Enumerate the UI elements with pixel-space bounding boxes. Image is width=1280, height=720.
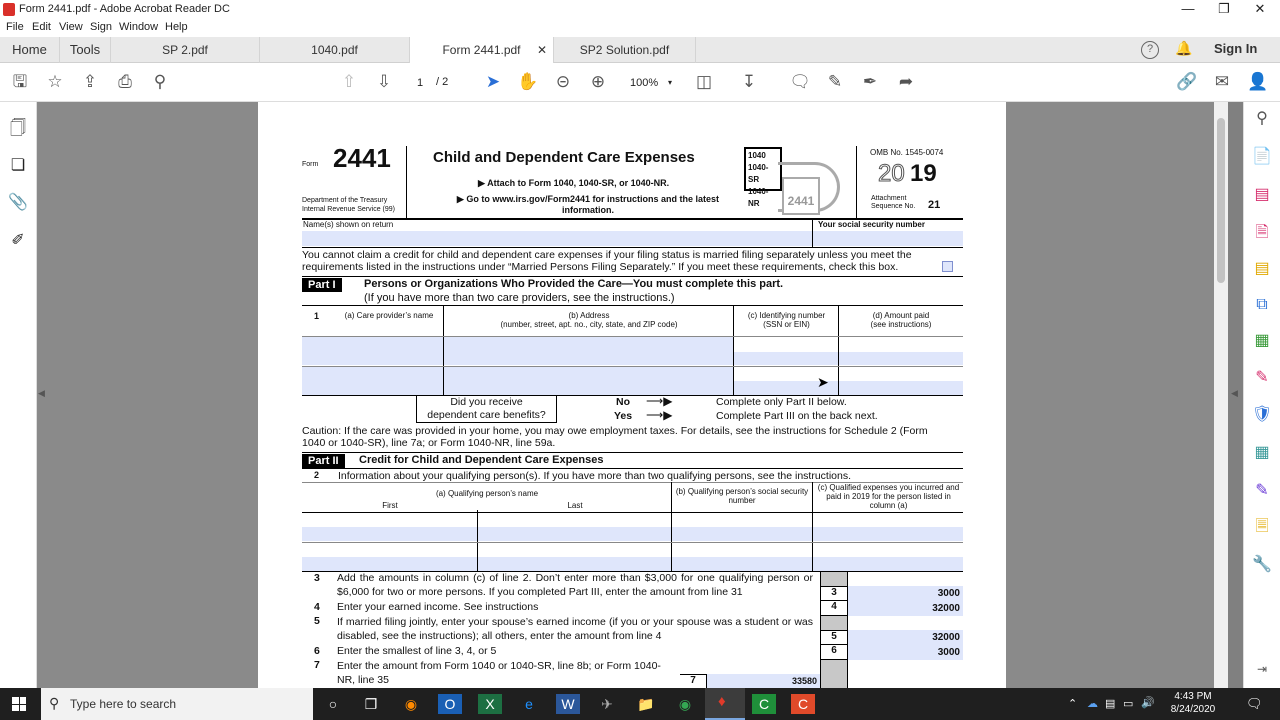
zoom-level-dropdown[interactable] — [622, 74, 674, 92]
line3-number: 3 — [314, 572, 320, 584]
pdf-page — [258, 102, 1006, 688]
last-name-header: Last — [567, 501, 583, 510]
acrobat-taskbar-button[interactable] — [705, 688, 745, 720]
page-fit-icon[interactable]: ◫ — [695, 72, 713, 91]
yes-instruction: Complete Part III on the back next. — [716, 410, 878, 422]
recorder-icon[interactable]: C — [791, 694, 815, 714]
protect-icon[interactable]: 🛡 — [1251, 406, 1273, 423]
attachment-icon[interactable]: 📎 — [8, 194, 28, 211]
zoom-in-icon[interactable]: ⊕ — [590, 72, 606, 91]
tab-sp2-solution[interactable]: SP2 Solution.pdf — [554, 37, 696, 63]
edit-pdf-icon[interactable]: 🗎 — [1255, 224, 1269, 241]
mouse-cursor-icon: ➤ — [817, 374, 829, 390]
tab-1040[interactable]: 1040.pdf — [260, 37, 410, 63]
star-icon[interactable]: ☆ — [47, 72, 63, 91]
col-d-header: (d) Amount paid (see instructions) — [870, 311, 932, 329]
volume-icon[interactable]: 🔊 — [1141, 697, 1155, 709]
more-tools-icon[interactable]: 🔧 — [1252, 556, 1272, 573]
provider1-id-field[interactable] — [734, 352, 838, 365]
tab-bar — [0, 37, 1280, 63]
qp1-ssn-field[interactable] — [672, 527, 812, 541]
task-view-icon[interactable]: ❐ — [364, 696, 378, 712]
file-explorer-icon[interactable]: 📁 — [637, 696, 655, 712]
qp1-expenses-field[interactable] — [813, 527, 963, 541]
menu-help[interactable]: Help — [165, 21, 188, 33]
battery-icon[interactable]: ▭ — [1123, 698, 1134, 710]
zoom-level-value: 100% — [630, 77, 659, 89]
page-number-input[interactable]: 1 — [416, 77, 424, 89]
create-pdf-icon[interactable]: ▤ — [1254, 186, 1270, 203]
line5-value: 32000 — [932, 632, 960, 643]
qp1-last-field[interactable] — [478, 527, 671, 541]
line6-value: 3000 — [937, 647, 960, 658]
form-word: Form — [302, 161, 319, 168]
provider1-name-field[interactable] — [302, 337, 443, 365]
qualified-expenses-header: (c) Qualified expenses you incurred and paid in 2019 for the person listed in column (a) — [817, 483, 960, 510]
line5-text: If married filing jointly, enter your spouse’s earned income (if you or your spouse was a student or was disabled, see the instructions); all others, enter the amount from line 4 — [337, 616, 813, 642]
signature-icon[interactable]: ✐ — [11, 232, 25, 249]
qp2-ssn-field[interactable] — [672, 557, 812, 571]
search-tool-icon[interactable]: ⚲ — [1256, 110, 1268, 127]
toolbar — [0, 63, 1280, 102]
line7-text: Enter the amount from Form 1040 or 1040-SR, line 8b; or Form 1040-NR, line 35 — [337, 660, 661, 686]
first-name-header: First — [382, 501, 398, 510]
fill-sign-icon[interactable]: ✎ — [1255, 369, 1269, 386]
taskbar-search-box[interactable] — [41, 688, 313, 720]
form-1040-logo — [744, 147, 782, 208]
left-nav-panel — [0, 102, 37, 688]
cortana-icon[interactable]: ○ — [328, 696, 338, 712]
attach-instruction: ▶ Attach to Form 1040, 1040-SR, or 1040-NR. — [478, 178, 670, 188]
scan-ocr-icon[interactable]: ▦ — [1254, 444, 1270, 461]
no-instruction: Complete only Part II below. — [716, 396, 847, 408]
right-tools-panel — [1243, 102, 1280, 688]
request-signature-icon[interactable]: ✎ — [1255, 482, 1269, 499]
ssn-field[interactable] — [813, 231, 963, 246]
menu-view[interactable]: View — [59, 21, 83, 33]
clock[interactable] — [1168, 690, 1218, 716]
scroll-mode-icon[interactable]: ↧ — [741, 72, 757, 91]
line3-value: 3000 — [937, 588, 960, 599]
line6-box: 6 — [821, 645, 847, 660]
yes-label: Yes — [614, 410, 633, 422]
part1-label: Part I — [302, 278, 342, 292]
word-icon[interactable]: W — [556, 694, 580, 714]
chevron-down-icon: ▾ — [667, 78, 672, 87]
year-prefix: 20 — [878, 160, 905, 187]
menu-sign[interactable]: Sign — [90, 21, 113, 33]
clock-time: 4:43 PM — [1174, 691, 1212, 702]
line5-number: 5 — [314, 615, 320, 627]
logo-line-1040sr: 1040-SR — [748, 163, 769, 184]
edge-icon[interactable]: e — [525, 696, 533, 712]
qualifying-name-header: (a) Qualifying person’s name — [435, 489, 539, 498]
camtasia-icon[interactable]: C — [752, 694, 776, 714]
zoom-out-icon[interactable]: ⊝ — [555, 72, 571, 91]
onedrive-icon[interactable]: ☁ — [1087, 698, 1098, 710]
share-icon[interactable]: ➦ — [898, 72, 914, 91]
provider1-address-field[interactable] — [444, 337, 733, 365]
comment-tool-icon[interactable]: ▤ — [1254, 260, 1270, 277]
line4-number: 4 — [314, 601, 320, 613]
network-icon[interactable]: ▤ — [1105, 698, 1116, 710]
married-filing-notice: You cannot claim a credit for child and dependent care expenses if your filing status is married filing separately unless you meet the requirements listed in the instructions under “Married Persons Filing Separately.” If you meet these requirements, check this box. — [302, 249, 912, 273]
omb-number: OMB No. 1545-0074 — [870, 148, 944, 157]
highlight-pen-icon[interactable]: ✎ — [827, 72, 843, 91]
ssn-label: Your social security number — [818, 220, 925, 229]
combine-files-icon[interactable]: ⧉ — [1256, 296, 1268, 313]
window-title: Form 2441.pdf - Adobe Acrobat Reader DC — [19, 3, 230, 15]
logo-line-1040: 1040 — [748, 151, 766, 160]
page-thumbnails-icon[interactable]: 🗍 — [10, 120, 26, 137]
department-text: Department of the Treasury Internal Revenue Service (99) — [302, 197, 395, 213]
collapse-panel-icon[interactable]: ⇥ — [1256, 662, 1268, 676]
line5-box: 5 — [821, 630, 847, 645]
link-icon[interactable]: 🔗 — [1176, 72, 1198, 91]
line3-box: 3 — [821, 586, 847, 601]
left-panel-toggle-icon[interactable]: ◀ — [38, 388, 45, 398]
col-a-header: (a) Care provider’s name — [344, 311, 434, 320]
line7-box: 7 — [680, 674, 706, 688]
menu-window[interactable]: Window — [119, 21, 159, 33]
part2-label: Part II — [302, 454, 345, 468]
qp1-first-field[interactable] — [302, 527, 477, 541]
tab-form-2441[interactable] — [410, 37, 554, 63]
form-number: 2441 — [333, 143, 391, 173]
firefox-icon[interactable]: ◉ — [404, 696, 418, 712]
arrow-no-icon: ⟶▶ — [646, 394, 673, 408]
col-c-header: (c) Identifying number (SSN or EIN) — [747, 311, 826, 329]
zoom-search-icon[interactable]: ⚲ — [153, 72, 167, 91]
acrobat-app-icon — [3, 3, 15, 16]
acrobat-icon: ♦ — [718, 693, 726, 710]
caution-text: Caution: If the care was provided in your home, you may owe employment taxes. For details, see the instructions for Schedule 2 (Form 1040 or 1040-SR), line 7a; or Form 1040-NR, line 59a. — [302, 425, 928, 449]
provider2-name-field[interactable] — [302, 367, 443, 395]
sign-in-button[interactable]: Sign In — [1214, 41, 1258, 56]
upload-cloud-icon[interactable]: ⇪ — [82, 72, 98, 91]
clock-date: 8/24/2020 — [1170, 704, 1216, 715]
arrow-yes-icon: ⟶▶ — [646, 408, 673, 422]
qp2-expenses-field[interactable] — [813, 557, 963, 571]
next-page-icon[interactable]: ⇩ — [376, 72, 392, 91]
sequence-number: 21 — [928, 199, 941, 211]
no-label: No — [616, 396, 630, 408]
part1-subtitle: (If you have more than two care providers, see the instructions.) — [364, 292, 675, 304]
goto-instruction: ▶ Go to www.irs.gov/Form2441 for instructions and the latest information. — [456, 194, 720, 215]
help-icon[interactable]: ? — [1141, 41, 1159, 59]
comment-icon[interactable]: 🗨 — [789, 72, 811, 91]
page-total: / 2 — [436, 76, 449, 88]
select-pointer-icon[interactable]: ➤ — [485, 72, 501, 91]
excel-icon[interactable]: X — [478, 694, 502, 714]
tray-chevron-icon[interactable]: ⌃ — [1068, 698, 1078, 710]
chrome-icon[interactable]: ◉ — [678, 696, 692, 712]
email-icon[interactable]: ✉ — [1214, 72, 1230, 91]
line4-box: 4 — [821, 601, 847, 616]
provider2-amount-field[interactable] — [839, 381, 963, 395]
title-bar — [0, 0, 1280, 19]
year-suffix: 19 — [910, 160, 937, 187]
app-icon[interactable]: ✈ — [601, 696, 613, 712]
qualifying-ssn-header: (b) Qualifying person’s social security number — [675, 487, 809, 505]
line3-text: Add the amounts in column (c) of line 2. Don’t enter more than $3,000 for one qualifying person or $6,000 for two or more persons. If you completed Part III, enter the amount from line 31 — [337, 572, 813, 598]
line1-number: 1 — [314, 311, 320, 321]
form-2441-logo: 2441 — [782, 177, 820, 215]
minimize-icon[interactable]: — — [1181, 1, 1195, 16]
menu-file[interactable]: File — [6, 21, 24, 33]
line7-number: 7 — [314, 659, 320, 671]
tab-close-icon[interactable]: ✕ — [536, 43, 547, 57]
married-separately-checkbox[interactable] — [942, 261, 953, 272]
notifications-icon[interactable]: 🗨 — [1246, 696, 1263, 711]
line2-number: 2 — [314, 470, 320, 480]
name-field[interactable] — [302, 231, 812, 246]
save-icon[interactable]: 🖫 — [12, 72, 28, 91]
part2-title: Credit for Child and Dependent Care Expenses — [359, 454, 604, 466]
line6-text: Enter the smallest of line 3, 4, or 5 — [337, 645, 497, 657]
menu-edit[interactable]: Edit — [32, 21, 51, 33]
qp2-first-field[interactable] — [302, 557, 477, 571]
provider1-amount-field[interactable] — [839, 352, 963, 365]
names-label: Name(s) shown on return — [303, 220, 394, 229]
logo-line-1040nr: 1040-NR — [748, 187, 769, 208]
tab-home[interactable]: Home — [0, 37, 60, 63]
qp2-last-field[interactable] — [478, 557, 671, 571]
maximize-icon[interactable]: ❐ — [1218, 1, 1230, 16]
print-icon[interactable]: ⎙ — [118, 72, 132, 91]
line6-number: 6 — [314, 645, 320, 657]
search-icon: ⚲ — [49, 695, 60, 711]
line7-value: 33580 — [791, 676, 817, 686]
export-pdf-icon[interactable]: 📄 — [1252, 148, 1272, 165]
organize-pages-icon[interactable]: ▦ — [1254, 332, 1270, 349]
tab-sp2[interactable]: SP 2.pdf — [110, 37, 260, 63]
close-icon[interactable]: ✕ — [1254, 1, 1266, 16]
benefits-question-box: Did you receive dependent care benefits? — [416, 395, 557, 423]
add-user-icon[interactable]: 👤 — [1247, 72, 1269, 91]
notification-bell-icon[interactable]: 🔔 — [1175, 40, 1193, 56]
prev-page-icon[interactable]: ⇧ — [341, 72, 357, 91]
tab-form-2441-label: Form 2441.pdf — [442, 43, 521, 57]
outlook-icon[interactable]: O — [438, 694, 462, 714]
line2-text: Information about your qualifying person(s). If you have more than two qualifying persons, see the instructions. — [338, 470, 852, 482]
menu-bar — [0, 19, 1280, 37]
windows-start-icon[interactable] — [12, 697, 26, 711]
col-b-header: (b) Address (number, street, apt. no., city, state, and ZIP code) — [500, 311, 678, 329]
line4-text: Enter your earned income. See instructions — [337, 601, 539, 613]
sign-pen-icon[interactable]: ✒ — [862, 72, 878, 91]
copy-pages-icon[interactable]: ❏ — [10, 157, 26, 174]
form-title: Child and Dependent Care Expenses — [433, 149, 695, 166]
right-panel-toggle-icon[interactable]: ◀ — [1231, 388, 1238, 398]
part1-title: Persons or Organizations Who Provided the Care—You must complete this part. — [364, 278, 784, 290]
line4-value: 32000 — [932, 603, 960, 614]
provider2-address-field[interactable] — [444, 367, 733, 395]
tab-tools[interactable]: Tools — [69, 42, 101, 57]
scrollbar-thumb[interactable] — [1217, 118, 1225, 283]
hand-tool-icon[interactable]: ✋ — [517, 72, 539, 91]
search-placeholder: Type here to search — [70, 697, 177, 711]
send-comments-icon[interactable]: 🗏 — [1255, 518, 1269, 535]
attachment-sequence-label: Attachment Sequence No. — [871, 195, 916, 210]
